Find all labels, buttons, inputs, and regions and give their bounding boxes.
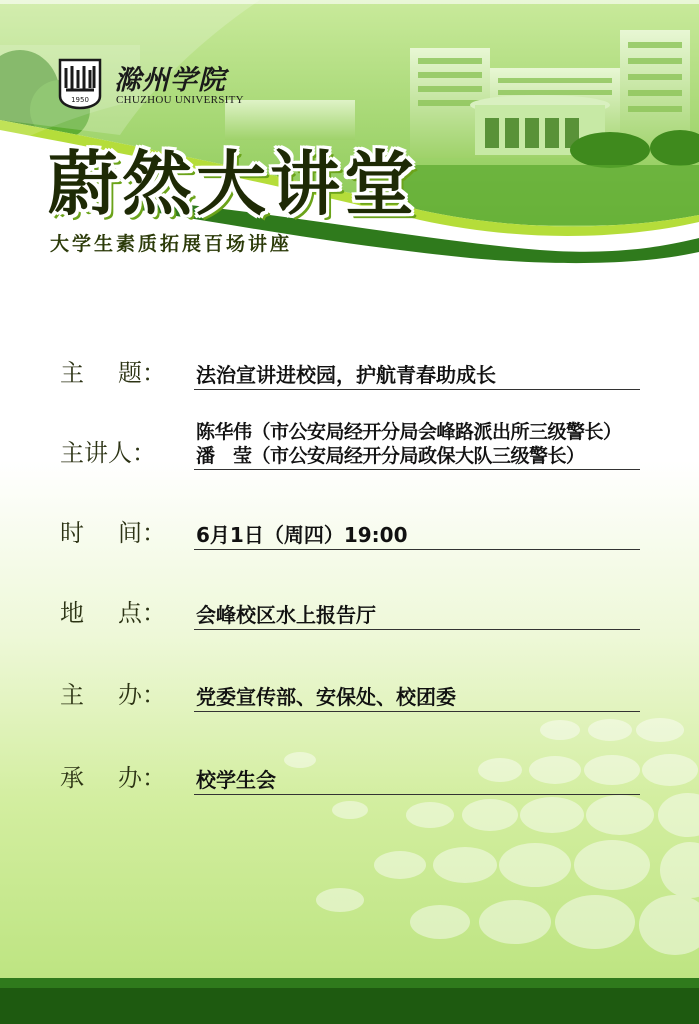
- speaker-row: [60, 410, 640, 470]
- university-logo: [56, 58, 246, 112]
- speaker-value-2: 潘 莹（市公安局经开分局政保大队三级警长）: [196, 445, 585, 467]
- place-underline: [194, 629, 640, 630]
- place-label: 地 点：: [60, 599, 166, 627]
- time-row: [60, 490, 640, 550]
- time-underline: [194, 549, 640, 550]
- organizer-label: 承 办：: [60, 764, 166, 792]
- speaker-value-1: 陈华伟（市公安局经开分局会峰路派出所三级警长）: [196, 421, 622, 443]
- organizer-row: [60, 735, 640, 795]
- place-value: 会峰校区水上报告厅: [196, 603, 376, 627]
- lecture-series-title: 蔚然大讲堂: [48, 143, 418, 225]
- host-value: 党委宣传部、安保处、校团委: [196, 685, 456, 709]
- organizer-value: 校学生会: [196, 768, 276, 792]
- lecture-series-subtitle: 大学生素质拓展百场讲座: [50, 233, 293, 255]
- svg-text:1950: 1950: [71, 96, 89, 104]
- poster-header: [0, 0, 699, 270]
- host-row: [60, 652, 640, 712]
- university-emblem-icon: [56, 58, 104, 110]
- theme-label: 主 题：: [60, 359, 166, 387]
- theme-value: 法治宣讲进校园，护航青春助成长: [196, 363, 496, 387]
- time-value: 6月1日（周四）19:00: [196, 523, 408, 547]
- theme-underline: [194, 389, 640, 390]
- footer-bar: [0, 978, 699, 1024]
- place-row: [60, 570, 640, 630]
- host-underline: [194, 711, 640, 712]
- speaker-underline: [194, 469, 640, 470]
- university-name-cn: 滁州学院: [114, 65, 226, 96]
- speaker-label: 主讲人：: [60, 439, 156, 467]
- time-label: 时 间：: [60, 519, 166, 547]
- theme-row: [60, 330, 640, 390]
- organizer-underline: [194, 794, 640, 795]
- host-label: 主 办：: [60, 681, 166, 709]
- university-name-en: CHUZHOU UNIVERSITY: [116, 94, 244, 106]
